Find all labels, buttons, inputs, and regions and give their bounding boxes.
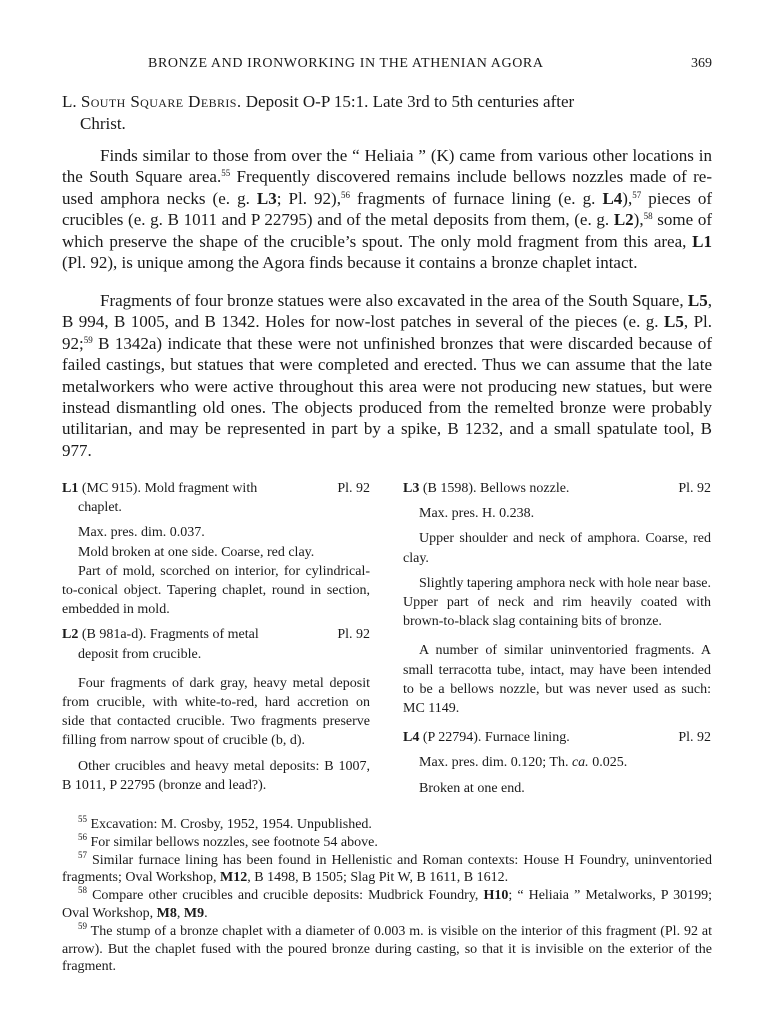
p1-text-f: pieces of crucibles (e. g. B 1011 and P 22795) and of the metal deposits from them, (e. g. xyxy=(62,188,712,230)
page-number: 369 xyxy=(691,56,712,71)
footnote-ref-56[interactable]: 56 xyxy=(340,189,350,200)
footnote-text: ; “ Heliaia ” Metalworks, P 30199; Oval Workshop, xyxy=(62,888,712,921)
p1-text-i: (Pl. 92), is unique among the Agora finds because it contains a bronze chaplet intact. xyxy=(62,253,638,273)
entry-description: Upper shoulder and neck of amphora. Coarse, red clay. xyxy=(403,531,711,566)
ref-l3: L3 xyxy=(256,188,277,208)
entry-dimension: Max. pres. H. 0.238. xyxy=(419,506,535,522)
p2-text-b: , B 994, B 1005, and B 1342. Holes for now-lost patches in several of the pieces (e. g. xyxy=(62,291,712,332)
entry-description: Mold broken at one side. Coarse, red clay. xyxy=(78,544,315,560)
p2-text-d: B 1342a) indicate that these were not unfinished bronzes that were discarded because of failed castings, but statues that were completed and erected. Thus we can assume that the late metalworkers who were active throughout this area were not producing new statues, but were instead dismantling old ones. The objects produced from the remelted bronze were probably utilitarian, and may be represented in part by a spike, B 1232, and a small spatulate tool, B 977. xyxy=(62,333,712,460)
footnote-text: Excavation: M. Crosby, 1952, 1954. Unpublished. xyxy=(90,817,372,832)
ref-h10: H10 xyxy=(483,888,509,904)
catalog-entry-l4 xyxy=(403,728,711,798)
plate-ref: Pl. 92 xyxy=(337,627,370,643)
footnote-number: 57 xyxy=(78,849,87,860)
ref-m8: M8 xyxy=(156,905,177,921)
footnote-number: 55 xyxy=(78,814,87,824)
catalog-entry-l3 xyxy=(403,479,711,718)
footnote-text: Similar furnace lining has been found in Hellenistic and Roman contexts: House H Foundry, uninventoried fragments; Oval Workshop, xyxy=(62,852,712,886)
dim-circa: ca. xyxy=(571,755,589,771)
ref-l4: L4 xyxy=(602,188,623,208)
footnote-59 xyxy=(62,920,712,976)
footnote-text: . xyxy=(204,905,208,921)
p2-text-a: Fragments of four bronze statues were also excavated in the area of the South Square, xyxy=(100,291,688,310)
footnote-number: 56 xyxy=(78,831,87,842)
section-heading xyxy=(62,91,712,135)
p2-text-c: , Pl. 92; xyxy=(62,312,712,353)
entry-inventory-cont: chaplet. xyxy=(78,500,122,516)
entry-description: Four fragments of dark gray, heavy metal deposit from crucible, with white-to-red, hard accretion on side that contacted crucible. Two fragments preserve filling from narrow spout of crucible (b, d). xyxy=(62,675,370,749)
section-deposit: Deposit O-P 15:1. Late 3rd to 5th centuries after xyxy=(245,92,575,111)
section-label: L. xyxy=(62,92,77,111)
entry-dimension xyxy=(419,753,711,772)
plate-ref: Pl. 92 xyxy=(337,481,370,496)
entry-id: L1 xyxy=(62,481,79,496)
dim-text: 0.025. xyxy=(588,755,628,771)
entry-dimension: Max. pres. dim. 0.037. xyxy=(78,525,205,541)
footnote-text: , xyxy=(176,905,184,921)
footnote-ref-59[interactable]: 59 xyxy=(83,334,93,345)
catalog-entry-l1 xyxy=(62,479,370,619)
entry-description: Part of mold, scorched on interior, for cylindrical-to-conical object. Tapering chaplet, round in section, embedded in mold. xyxy=(62,563,370,618)
entry-description: Other crucibles and heavy metal deposits: B 1007, B 1011, P 22795 (bronze and lead?). xyxy=(62,758,370,793)
entry-description: Broken at one end. xyxy=(419,780,525,796)
ref-l5: L5 xyxy=(687,291,708,310)
section-name: South Square Debris. xyxy=(80,92,242,111)
footnote-text: Compare other crucibles and crucible deposits: Mudbrick Foundry, xyxy=(92,888,484,904)
entry-inventory: (B 1598). Bellows nozzle. xyxy=(422,481,570,496)
entry-description: A number of similar uninventoried fragments. A small terracotta tube, intact, may have been intended to be a bellows nozzle, but was never used as such: MC 1149. xyxy=(403,643,711,717)
entry-id: L3 xyxy=(403,481,420,496)
entry-inventory: (B 981a-d). Fragments of metal xyxy=(81,627,259,643)
footnote-ref-57[interactable]: 57 xyxy=(632,189,642,200)
plate-ref: Pl. 92 xyxy=(678,730,711,746)
p1-text-a: Finds similar to those from over the “ Heliaia ” (K) came from various other locations in the South Square area. xyxy=(62,146,712,187)
entry-id: L2 xyxy=(62,627,79,643)
body-paragraph-2 xyxy=(62,290,712,461)
plate-ref: Pl. 92 xyxy=(678,481,711,496)
entry-inventory: (MC 915). Mold fragment with xyxy=(81,481,258,496)
dim-text: Max. pres. dim. 0.120; Th. xyxy=(419,755,572,771)
footnote-text: For similar bellows nozzles, see footnote 54 above. xyxy=(90,834,378,850)
footnote-number: 58 xyxy=(78,885,87,896)
entry-heading xyxy=(403,479,711,498)
section-deposit-cont: Christ. xyxy=(80,114,126,133)
footnote-58 xyxy=(62,887,712,923)
entry-heading xyxy=(62,625,370,663)
entry-description: Slightly tapering amphora neck with hole near base. Upper part of neck and rim heavily coated with brown-to-black slag containing bits of bronze. xyxy=(403,575,711,630)
entry-id: L4 xyxy=(403,730,420,746)
footnote-text: , B 1498, B 1505; Slag Pit W, B 1611, B 1612. xyxy=(247,870,509,886)
ref-l1: L1 xyxy=(692,231,712,251)
footnote-ref-58[interactable]: 58 xyxy=(643,211,653,222)
catalog-column-right xyxy=(403,479,711,798)
entry-inventory-cont: deposit from crucible. xyxy=(78,646,202,662)
ref-l2: L2 xyxy=(613,210,634,230)
footnote-55 xyxy=(62,816,712,834)
p1-text-e: ), xyxy=(622,188,633,208)
ref-m9: M9 xyxy=(183,905,205,921)
p1-text-b: Frequently discovered remains include bellows nozzles made of re-used amphora necks (e. g. xyxy=(62,167,713,208)
body-paragraph-1 xyxy=(62,145,712,273)
footnote-56 xyxy=(62,831,712,852)
running-head-title: BRONZE AND IRONWORKING IN THE ATHENIAN AGORA xyxy=(148,56,544,71)
footnote-ref-55[interactable]: 55 xyxy=(221,168,231,179)
entry-heading xyxy=(403,728,711,747)
catalog-column-left xyxy=(62,479,370,795)
ref-m12: M12 xyxy=(220,870,248,886)
footnote-number: 59 xyxy=(78,920,87,931)
catalog-entry-l2 xyxy=(62,625,370,795)
p1-text-h: some of which preserve the shape of the crucible’s spout. The only mold fragment from this area, xyxy=(62,210,712,251)
ref-l5: L5 xyxy=(664,312,684,332)
p1-text-g: ), xyxy=(633,210,644,230)
entry-heading xyxy=(62,479,370,517)
footnote-text: The stump of a bronze chaplet with a diameter of 0.003 m. is visible on the interior of this fragment (Pl. 92 at arrow). But the chaplet fused with the poured bronze during casting, so that it is invisible on the exterior of the fragment. xyxy=(62,923,712,975)
footnote-57 xyxy=(62,849,712,888)
p1-text-d: fragments of furnace lining (e. g. xyxy=(349,188,603,208)
footnotes xyxy=(62,816,712,976)
p1-text-c: ; Pl. 92), xyxy=(276,188,341,208)
entry-inventory: (P 22794). Furnace lining. xyxy=(422,730,570,746)
